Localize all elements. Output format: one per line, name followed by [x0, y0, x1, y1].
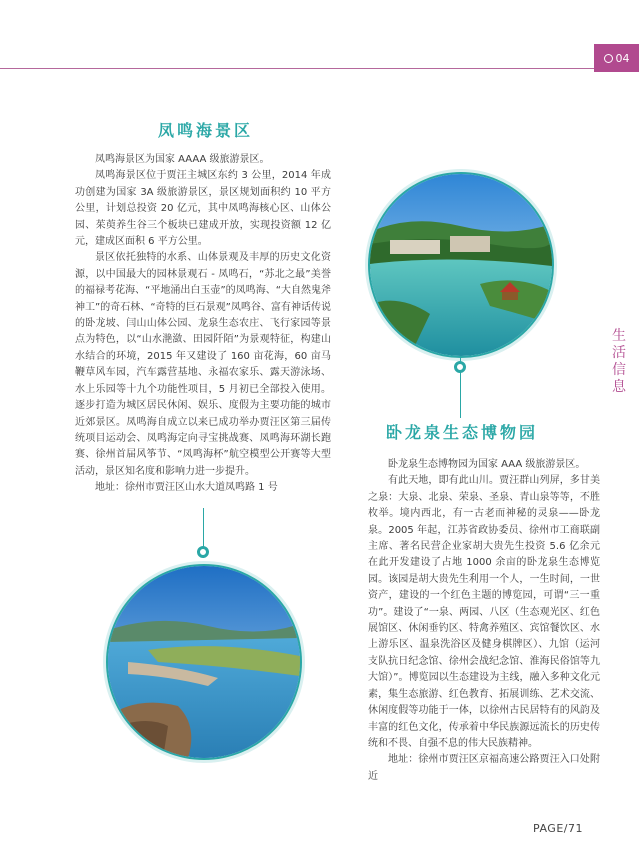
page-number: PAGE/71 [533, 822, 583, 835]
circle-icon [604, 54, 613, 63]
page-tab-number: 04 [615, 51, 630, 65]
article2-paragraph: 卧龙泉生态博物园为国家 AAA 级旅游景区。 [388, 459, 586, 470]
article2-body [368, 457, 600, 785]
article1-paragraph: 凤鸣海景区为国家 AAAA 级旅游景区。 [95, 154, 270, 165]
shore-photo [108, 566, 300, 758]
shore-photo-image [108, 566, 300, 758]
connector-dot [197, 546, 209, 558]
article1-paragraph: 凤鸣海景区位于贾汪主城区东约 3 公里，2014 年成功创建为国家 3A 级旅游景区，景区规划面积约 10 平方公里，计划总投资 20 亿元，其中凤鸣海核心区、山体公园、茱萸养生谷三个板块已建成开放，实现投资额 12 亿元，建成区面积 6 平方公里。 [75, 170, 331, 248]
article1-body [75, 152, 331, 497]
article1-title: 凤鸣海景区 [158, 121, 254, 140]
page-tab [594, 44, 639, 72]
section-label-char: 生 [612, 328, 626, 344]
header-rule [0, 68, 594, 69]
section-label-char: 信 [612, 362, 626, 378]
section-label [611, 328, 627, 396]
section-label-char: 活 [612, 345, 626, 361]
lake-photo-image [370, 174, 552, 356]
article1-address: 地址：徐州市贾汪区山水大道凤鸣路 1 号 [95, 482, 278, 494]
article2-address: 地址：徐州市贾汪区京福高速公路贾汪入口处附近 [368, 754, 600, 782]
lake-photo [370, 174, 552, 356]
section-label-char: 息 [612, 379, 626, 395]
article2-title: 卧龙泉生态博物园 [386, 423, 539, 442]
article2-paragraph: 有此天地，即有此山川。贾汪群山列屏，多甘美之泉：大泉、北泉、荣泉、圣泉、青山泉等等，不胜枚举。境内西北，有一古老而神秘的灵泉——卧龙泉。2005 年起，江苏省政协委员、徐州市工商联副主席、著名民营企业家胡大贵先生投资 5.6 亿余元在此开发建设了占地 1000 余亩的卧龙泉生态博览园。该园是胡大贵先生利用一个人，一生时间，一世资产，建设的一个红色主题的博览园，可谓“三一重功”。建设了“一泉、两园、八区（生态观光区、红色展馆区、休闲垂钓区、特禽养殖区、宾馆餐饮区、水上游乐区、温泉洗浴区及健身棋牌区）、九馆（运河支队抗日纪念馆、徐州会战纪念馆、淮海民俗馆等九大馆）”。博览园以生态建设为主线，融入多种文化元素，集生态旅游、红色教育、拓展训练、艺术交流、休闲度假等功能于一体，以徐州古民居特有的风韵及丰富的红色文化，传承着中华民族源远流长的历史传统和不畏、自强不息的伟大民族精神。 [368, 475, 600, 749]
connector-dot [454, 361, 466, 373]
article1-paragraph: 景区依托独特的水系、山体景观及丰厚的历史文化资源，以中国最大的园林景观石 - 凤鸣石，“苏北之最”美誉的福禄考花海、“平地涌出白玉壶”的凤鸣海、“大自然鬼斧神工”的奇石林、“奇特的巨石景观”凤鸣谷、富有神话传说的卧龙坡、闫山山体公园、龙泉生态农庄、飞行家园等景点为特色，以“山水滟潋、田园阡陌”为景观特征，构建山水结合的环境，2015 年又建设了 160 亩花海，60 亩马鞭草风车园，汽车露营基地、永福农家乐、露天游泳场、水上乐园等十九个功能性项目，5 月初已全部投入使用。逐步打造为城区居民休闲、娱乐、度假为主要功能的城市近郊景区。凤鸣海自成立以来已成功举办贾汪区第三届传统项目运动会、凤鸣海定向寻宝挑战赛、凤鸣海环湖长跑赛、徐州首届风筝节、“凤鸣海杯”航空模型公开赛等大型活动，景区知名度和影响力进一步提升。 [75, 252, 331, 477]
